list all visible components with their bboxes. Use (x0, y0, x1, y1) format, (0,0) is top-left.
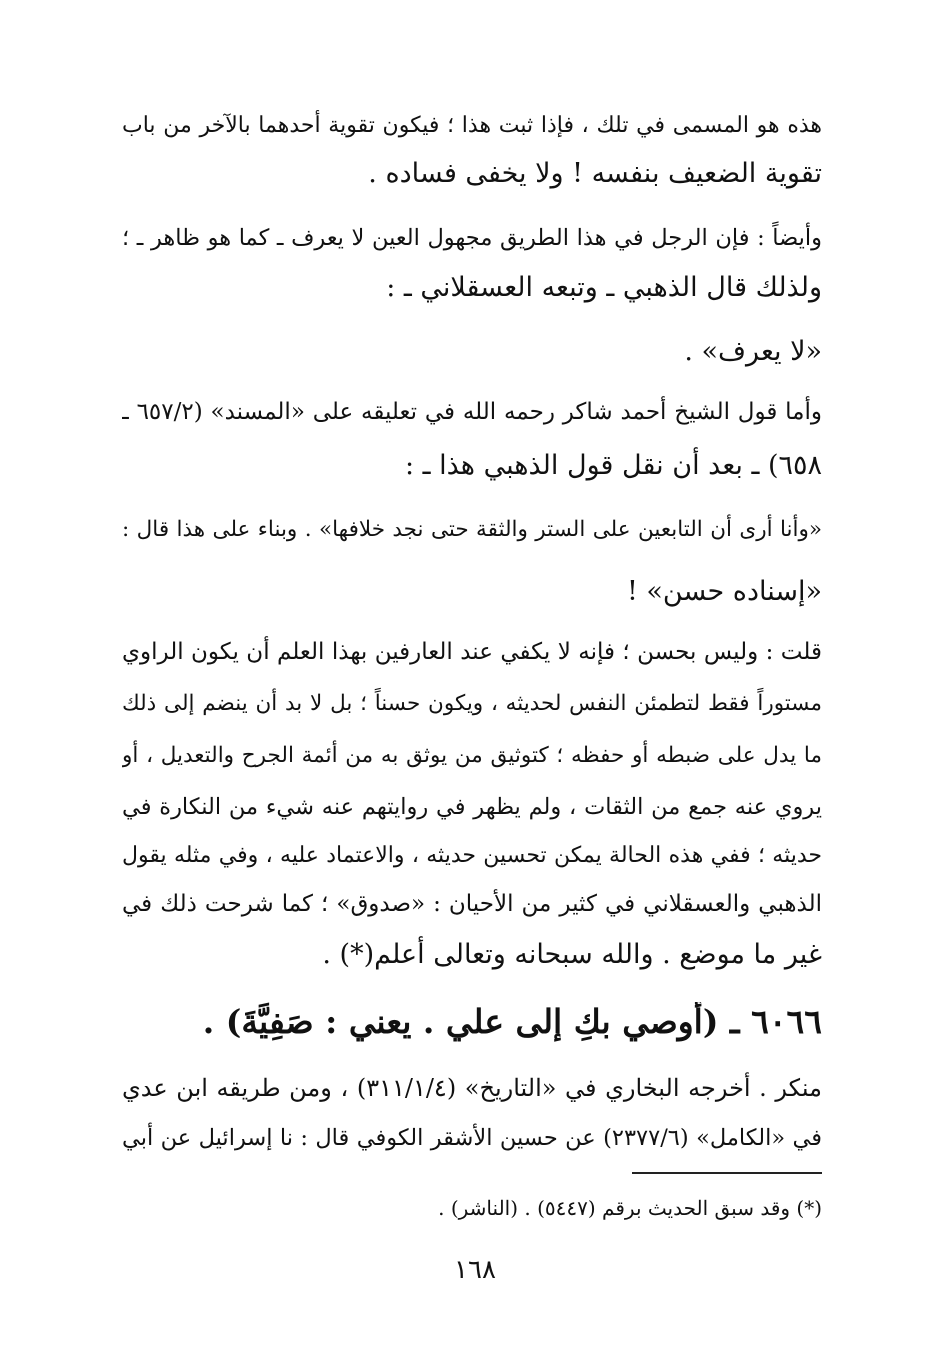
paragraph-1-line-1: هذه هو المسمى في تلك ، فإذا ثبت هذا ؛ فيكون تقوية أحدهما بالآخر من باب (122, 113, 822, 138)
footnote: (*) وقد سبق الحديث برقم (٥٤٤٧) . (الناشر) . (438, 1196, 822, 1220)
paragraph-4-line-1: قلت : وليس بحسن ؛ فإنه لا يكفي عند العارفين بهذا العلم أن يكون الراوي (122, 639, 822, 665)
paragraph-1-line-2: تقوية الضعيف بنفسه ! ولا يخفى فساده . (368, 158, 822, 189)
paragraph-2-line-2: ولذلك قال الذهبي ـ وتبعه العسقلاني ـ : (386, 272, 822, 303)
paragraph-3-line-2: ٦٥٨) ـ بعد أن نقل قول الذهبي هذا ـ : (404, 450, 822, 481)
paragraph-2-line-1: وأيضاً : فإن الرجل في هذا الطريق مجهول العين لا يعرف ـ كما هو ظاهر ـ ؛ (122, 225, 822, 251)
quote-isnaduhu-hasan: «إسناده حسن» ! (626, 576, 822, 607)
quote-shakir: «وأنا أرى أن التابعين على الستر والثقة حتى نجد خلافها» . وبناء على هذا قال : (122, 517, 822, 542)
paragraph-4-line-2: مستوراً فقط لتطمئن النفس لحديثه ، ويكون حسناً ؛ بل لا بد أن ينضم إلى ذلك (122, 691, 822, 716)
paragraph-4-line-7: غير ما موضع . والله سبحانه وتعالى أعلم(*) . (322, 939, 822, 970)
paragraph-4-line-3: ما يدل على ضبطه أو حفظه ؛ كتوثيق من يوثق به من أئمة الجرح والتعديل ، أو (122, 743, 822, 768)
page-number: ١٦٨ (454, 1255, 496, 1285)
paragraph-4-line-4: يروي عنه جمع من الثقات ، ولم يظهر في روايتهم عنه شيء من النكارة في (122, 794, 822, 820)
paragraph-5-line-1: منكر . أخرجه البخاري في «التاريخ» (٣١١/١/٤) ، ومن طريقه ابن عدي (122, 1074, 822, 1102)
footnote-divider (632, 1172, 822, 1174)
paragraph-5-line-2: في «الكامل» (٢٣٧٧/٦) عن حسين الأشقر الكوفي قال : نا إسرائيل عن أبي (122, 1125, 822, 1151)
paragraph-4-line-6: الذهبي والعسقلاني في كثير من الأحيان : «صدوق» ؛ كما شرحت ذلك في (122, 891, 822, 917)
paragraph-4-line-5: حديثه ؛ ففي هذه الحالة يمكن تحسين حديثه ، والاعتماد عليه ، وفي مثله يقول (122, 843, 822, 868)
hadith-heading-6066: ٦٠٦٦ ـ (أُوصي بكِ إلى علي . يعني : صَفِيَّةَ) . (202, 1002, 822, 1041)
quote-la-yuraf: «لا يعرف» . (684, 336, 822, 367)
paragraph-3-line-1: وأما قول الشيخ أحمد شاكر رحمه الله في تعليقه على «المسند» (٦٥٧/٢ ـ (122, 399, 822, 425)
